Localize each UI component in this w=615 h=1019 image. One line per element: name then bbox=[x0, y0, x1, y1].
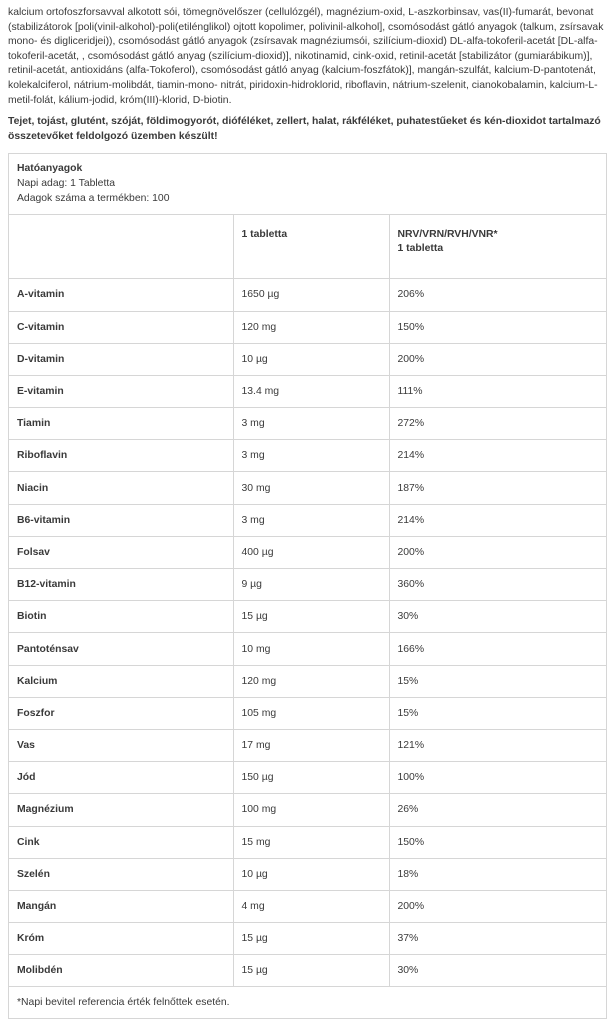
nutrient-nrv: 272% bbox=[389, 408, 606, 440]
nutrient-amount: 9 µg bbox=[233, 569, 389, 601]
nutrient-name: E-vitamin bbox=[9, 375, 233, 407]
serving-size: Napi adag: 1 Tabletta bbox=[17, 178, 116, 190]
nutrient-amount: 400 µg bbox=[233, 536, 389, 568]
facts-title: Hatóanyagok bbox=[17, 163, 83, 175]
allergen-warning: Tejet, tojást, glutént, szóját, földimogyorót, dióféléket, zellert, halat, rákféléket, puhatestűeket és kén-dioxidot tartalmazó összetevőket feldolgozó üzemben készült! bbox=[8, 116, 601, 142]
nutrient-name: B6-vitamin bbox=[9, 504, 233, 536]
nutrient-nrv: 166% bbox=[389, 633, 606, 665]
nutrient-nrv: 37% bbox=[389, 923, 606, 955]
table-row bbox=[9, 633, 606, 665]
nutrient-name: D-vitamin bbox=[9, 343, 233, 375]
table-row bbox=[9, 504, 606, 536]
nutrient-name: Szelén bbox=[9, 858, 233, 890]
nutrient-nrv: 18% bbox=[389, 858, 606, 890]
table-row bbox=[9, 601, 606, 633]
table-row bbox=[9, 762, 606, 794]
table-row bbox=[9, 375, 606, 407]
header-nutrient bbox=[9, 215, 233, 279]
nutrient-nrv: 214% bbox=[389, 440, 606, 472]
nutrient-amount: 150 µg bbox=[233, 762, 389, 794]
header-amount: 1 tabletta bbox=[233, 215, 389, 279]
nutrient-name: Tiamin bbox=[9, 408, 233, 440]
table-row bbox=[9, 440, 606, 472]
table-row bbox=[9, 536, 606, 568]
nutrient-name: Króm bbox=[9, 923, 233, 955]
table-row bbox=[9, 697, 606, 729]
table-row bbox=[9, 408, 606, 440]
nutrient-nrv: 206% bbox=[389, 279, 606, 311]
table-row bbox=[9, 472, 606, 504]
nutrient-name: Cink bbox=[9, 826, 233, 858]
table-row bbox=[9, 311, 606, 343]
nutrient-name: Molibdén bbox=[9, 955, 233, 987]
ingredients-text: kalcium ortofoszforsavval alkotott sói, tömegnövelőszer (cellulózgél), magnézium-oxid, L-aszkorbinsav, vas(II)-fumarát, bevonat (stabilizátorok [poli(vinil-alkohol)-poli(etilénglikol) ojtott kopolimer, polivinil-alkohol], csomósodást gátló anyagok (talkum, zsírsavak mono- és digliceridjei)), csomósodást gátló anyagok (zsírsavak magnéziumsói, szilícium-dioxid) DL-alfa-tokoferil-acetát [DL-alfa-tokoferil-acetát, , csomósodást gátló anyag (szilícium-dioxid)], nikotinamid, cink-oxid, retinil-acetát [stabilizátor (gumiarábikum)], retinil-acetát, antioxidáns (alfa-Tokoferol), csomósodást gátló anyag (kalcium-foszfátok)], mangán-szulfát, kalcium-D-pantotenát, kolekalciferol, nátrium-molibdát, tiamin-mono- nitrát, piridoxin-hidroklorid, riboflavin, nátrium-szelenit, cianokobalamin, kalcium-L-metil-folát, kálium-jodid, króm(III)-klorid, D-biotin. bbox=[8, 7, 604, 106]
nutrient-name: B12-vitamin bbox=[9, 569, 233, 601]
nutrient-amount: 4 mg bbox=[233, 890, 389, 922]
nutrition-facts-panel bbox=[8, 153, 607, 1019]
table-row bbox=[9, 890, 606, 922]
table-row bbox=[9, 729, 606, 761]
nutrient-name: Mangán bbox=[9, 890, 233, 922]
nutrient-amount: 15 µg bbox=[233, 601, 389, 633]
nutrient-amount: 105 mg bbox=[233, 697, 389, 729]
nutrient-amount: 3 mg bbox=[233, 408, 389, 440]
nutrient-nrv: 26% bbox=[389, 794, 606, 826]
nutrient-name: C-vitamin bbox=[9, 311, 233, 343]
header-nrv bbox=[389, 215, 606, 279]
nutrient-name: A-vitamin bbox=[9, 279, 233, 311]
nutrient-nrv: 30% bbox=[389, 955, 606, 987]
nutrient-amount: 15 µg bbox=[233, 955, 389, 987]
nutrition-table-body bbox=[9, 279, 606, 987]
nutrient-nrv: 200% bbox=[389, 890, 606, 922]
nutrient-name: Jód bbox=[9, 762, 233, 794]
nutrition-table bbox=[9, 215, 606, 1018]
nutrient-nrv: 200% bbox=[389, 536, 606, 568]
nutrient-amount: 13.4 mg bbox=[233, 375, 389, 407]
table-row bbox=[9, 794, 606, 826]
nutrient-amount: 10 mg bbox=[233, 633, 389, 665]
table-row bbox=[9, 923, 606, 955]
nutrient-nrv: 214% bbox=[389, 504, 606, 536]
nutrient-name: Folsav bbox=[9, 536, 233, 568]
nutrient-name: Foszfor bbox=[9, 697, 233, 729]
nutrient-amount: 15 mg bbox=[233, 826, 389, 858]
nutrient-nrv: 200% bbox=[389, 343, 606, 375]
nutrient-amount: 30 mg bbox=[233, 472, 389, 504]
nutrient-name: Biotin bbox=[9, 601, 233, 633]
nutrient-name: Vas bbox=[9, 729, 233, 761]
nutrient-nrv: 100% bbox=[389, 762, 606, 794]
table-row bbox=[9, 858, 606, 890]
table-header-row bbox=[9, 215, 606, 279]
nutrient-amount: 1650 µg bbox=[233, 279, 389, 311]
facts-header bbox=[9, 154, 606, 215]
table-row bbox=[9, 826, 606, 858]
header-nrv-line2: 1 tabletta bbox=[397, 243, 444, 255]
footnote: *Napi bevitel referencia érték felnőttek esetén. bbox=[17, 997, 230, 1009]
nutrient-amount: 3 mg bbox=[233, 504, 389, 536]
nutrient-amount: 3 mg bbox=[233, 440, 389, 472]
nutrient-amount: 120 mg bbox=[233, 311, 389, 343]
nutrient-name: Riboflavin bbox=[9, 440, 233, 472]
header-nrv-line1: NRV/VRN/RVH/VNR* bbox=[397, 229, 498, 241]
nutrient-amount: 17 mg bbox=[233, 729, 389, 761]
table-row bbox=[9, 569, 606, 601]
footnote-row bbox=[9, 987, 606, 1019]
nutrient-amount: 10 µg bbox=[233, 858, 389, 890]
table-row bbox=[9, 955, 606, 987]
nutrient-nrv: 111% bbox=[389, 375, 606, 407]
nutrient-nrv: 15% bbox=[389, 697, 606, 729]
nutrient-nrv: 150% bbox=[389, 311, 606, 343]
nutrient-nrv: 121% bbox=[389, 729, 606, 761]
nutrient-nrv: 30% bbox=[389, 601, 606, 633]
nutrient-name: Kalcium bbox=[9, 665, 233, 697]
nutrient-nrv: 187% bbox=[389, 472, 606, 504]
nutrient-nrv: 150% bbox=[389, 826, 606, 858]
nutrient-name: Niacin bbox=[9, 472, 233, 504]
nutrient-amount: 15 µg bbox=[233, 923, 389, 955]
nutrient-name: Pantoténsav bbox=[9, 633, 233, 665]
table-row bbox=[9, 279, 606, 311]
nutrient-amount: 10 µg bbox=[233, 343, 389, 375]
table-row bbox=[9, 665, 606, 697]
nutrient-name: Magnézium bbox=[9, 794, 233, 826]
nutrient-nrv: 15% bbox=[389, 665, 606, 697]
servings-count: Adagok száma a termékben: 100 bbox=[17, 193, 170, 205]
nutrient-nrv: 360% bbox=[389, 569, 606, 601]
nutrient-amount: 100 mg bbox=[233, 794, 389, 826]
table-row bbox=[9, 343, 606, 375]
nutrient-amount: 120 mg bbox=[233, 665, 389, 697]
